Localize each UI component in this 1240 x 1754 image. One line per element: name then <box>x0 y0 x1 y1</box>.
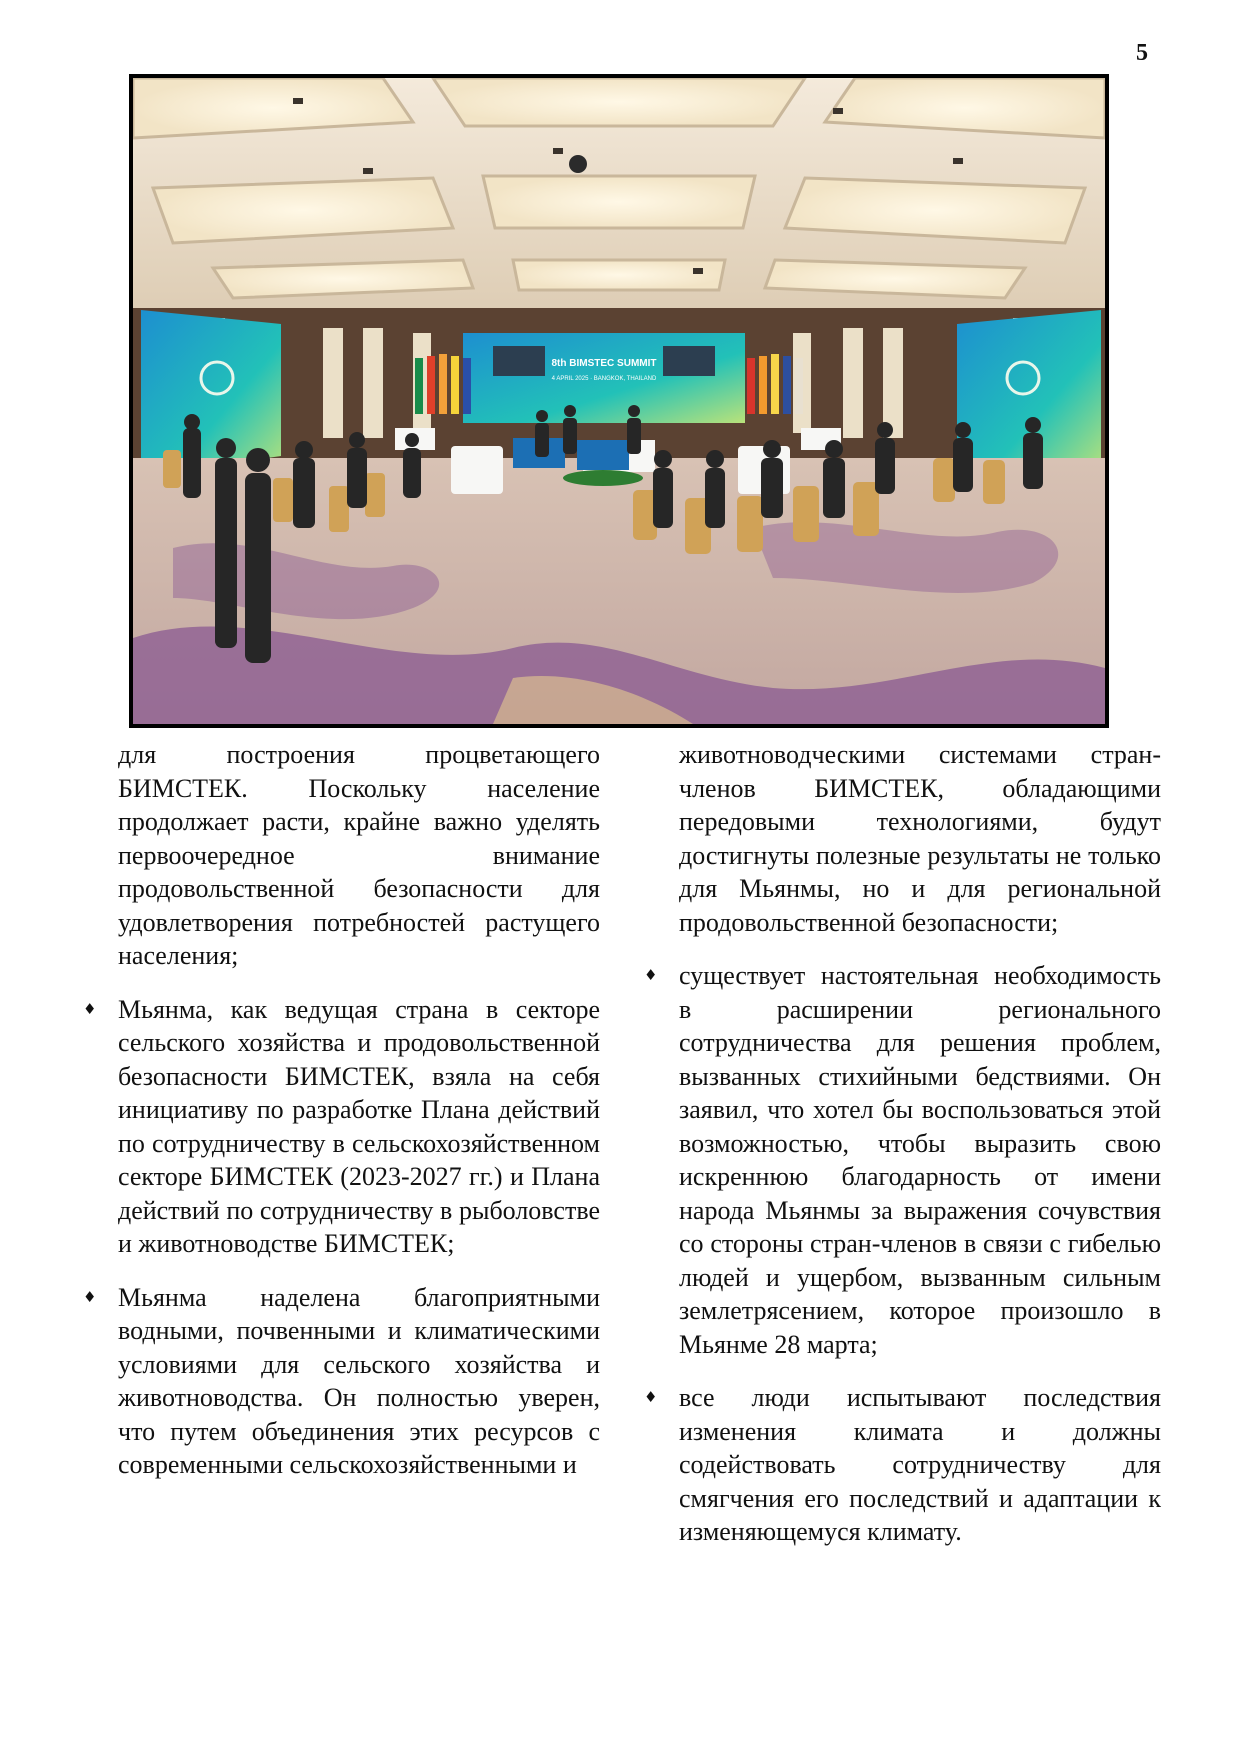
right-bullet-item-2: ♦ все люди испытывают последствия изменения климата и должны содействовать сотрудничеству для смягчения его последствий и адаптации к изменяющемуся климату. <box>679 1381 1161 1549</box>
right-bullet-item-1: ♦ существует настоятельная необходимость в расширении регионального сотрудничества для решения проблем, вызванных стихийными бедствиями. Он заявил, что хотел бы воспользоваться этой возможностью, чтобы выразить свою искреннюю благодарность от имени народа Мьянмы за выражения сочувствия со стороны стран-членов в связи с гибелью людей и ущербом, вызванным сильным землетрясением, которое произошло в Мьянме 28 марта; <box>679 959 1161 1361</box>
left-bullet-item-2: ♦ Мьянма наделена благоприятными водными, почвенными и климатическими условиями для сельского хозяйства и животноводства. Он полностью уверен, что путем объединения этих ресурсов с современными сельскохозяйственными и <box>118 1281 600 1482</box>
summit-hall-illustration <box>133 78 1105 724</box>
screen-inset-left <box>493 346 545 376</box>
right-column <box>679 738 1161 1549</box>
page-number: 5 <box>1136 40 1148 66</box>
screen-inset-right <box>663 346 715 376</box>
left-continued-paragraph: для построения процветающего БИМСТЕК. Поскольку население продолжает расти, крайне важно уделять первоочередное внимание продовольственной безопасности для удовлетворения потребностей растущего населения; <box>118 740 600 970</box>
ceiling-coffers <box>133 78 1105 298</box>
screen-title: 8th BIMSTEC SUMMIT <box>551 358 657 369</box>
right-continued-paragraph: животноводческими системами стран-членов БИМСТЕК, обладающими передовыми технологиями, будут достигнуты полезные результаты не только для Мьянмы, но и для региональной продовольственной безопасности; <box>679 740 1161 937</box>
summit-photo <box>129 74 1109 728</box>
ceiling-projector <box>569 155 587 173</box>
screen-subtitle: 4 APRIL 2025 · BANGKOK, THAILAND <box>551 376 657 382</box>
centre-monitor-right <box>577 440 629 470</box>
left-bullet-item-1: ♦ Мьянма, как ведущая страна в секторе сельского хозяйства и продовольственной безопасности БИМСТЕК, взяла на себя инициативу по разработке Плана действий по сотрудничеству в сельскохозяйственном секторе БИМСТЕК (2023-2027 гг.) и Плана действий по сотрудничеству в рыболовстве и животноводстве БИМСТЕК; <box>118 993 600 1261</box>
centre-flowers <box>563 470 643 486</box>
left-column <box>118 738 600 1482</box>
